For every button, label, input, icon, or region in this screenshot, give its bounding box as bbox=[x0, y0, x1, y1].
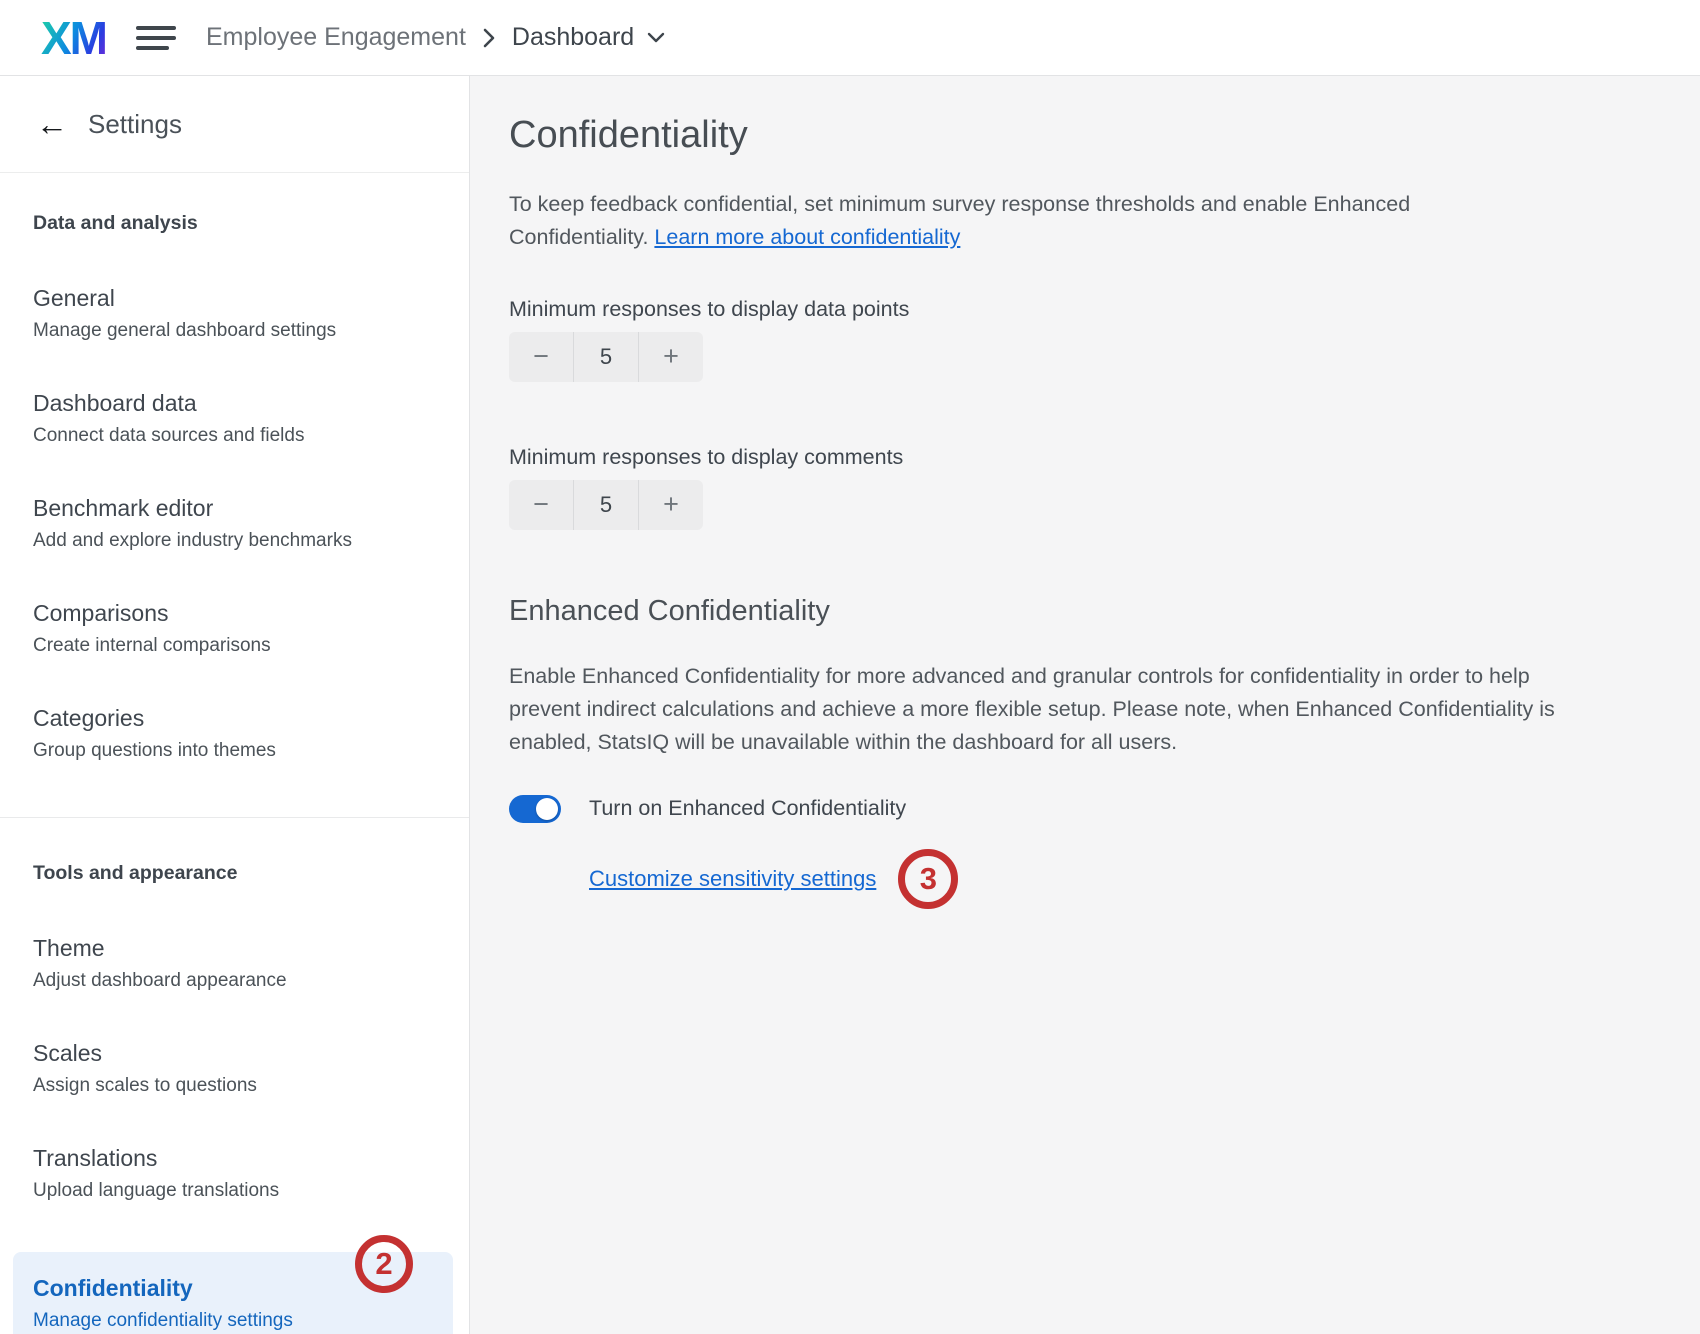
learn-more-link[interactable]: Learn more about confidentiality bbox=[654, 224, 961, 249]
sidebar-body bbox=[0, 173, 469, 1334]
breadcrumb-project[interactable]: Employee Engagement bbox=[206, 23, 466, 51]
sidebar-item-title: Dashboard data bbox=[33, 390, 197, 416]
sidebar-item-title: Confidentiality bbox=[33, 1275, 193, 1301]
sidebar-item-categories[interactable] bbox=[0, 707, 469, 760]
intro-line1: To keep feedback confidential, set minimum survey response thresholds and enable Enhanced bbox=[509, 191, 1411, 216]
sidebar-item-title: Categories bbox=[33, 705, 145, 731]
sidebar-item-subtitle: Create internal comparisons bbox=[33, 635, 271, 656]
enhanced-confidentiality-description: Enable Enhanced Confidentiality for more advanced and granular controls for confidentiality in order to help prevent indirect calculations and achieve a more flexible setup. Please note, when Enhanced Confidentiality is enabled, StatsIQ will be unavailable within the dashboard for all users. bbox=[509, 663, 1555, 754]
section-label-data-analysis: Data and analysis bbox=[33, 212, 198, 234]
sidebar-item-title: Theme bbox=[33, 935, 105, 961]
plus-button[interactable]: + bbox=[639, 480, 703, 530]
minus-button[interactable]: − bbox=[509, 332, 573, 382]
sidebar-divider bbox=[0, 817, 469, 818]
sidebar-item-title: Benchmark editor bbox=[33, 495, 214, 521]
minus-button[interactable]: − bbox=[509, 480, 573, 530]
sidebar-item-subtitle: Upload language translations bbox=[33, 1180, 280, 1201]
min-data-points-label: Minimum responses to display data points bbox=[509, 296, 910, 321]
hamburger-menu-icon[interactable] bbox=[136, 26, 177, 50]
sidebar-item-title: Comparisons bbox=[33, 600, 169, 626]
intro-line2-prefix: Confidentiality. bbox=[509, 224, 655, 249]
sidebar-item-title: General bbox=[33, 285, 115, 311]
min-comments-label: Minimum responses to display comments bbox=[509, 444, 904, 469]
sidebar-item-subtitle: Adjust dashboard appearance bbox=[33, 970, 287, 991]
sidebar-item-subtitle: Assign scales to questions bbox=[33, 1075, 257, 1096]
sidebar-item-title: Translations bbox=[33, 1145, 158, 1171]
annotation-step-3-circle: 3 bbox=[898, 849, 958, 909]
enhanced-confidentiality-title: Enhanced Confidentiality bbox=[509, 594, 830, 627]
settings-title: Settings bbox=[88, 108, 182, 139]
settings-header bbox=[0, 76, 469, 173]
section-label-tools-appearance: Tools and appearance bbox=[33, 862, 238, 884]
min-comments-value[interactable]: 5 bbox=[573, 480, 639, 530]
sensitivity-link-row bbox=[509, 849, 1640, 909]
intro-text bbox=[509, 188, 1640, 254]
annotation-step-2-circle: 2 bbox=[355, 1235, 413, 1293]
xm-logo[interactable]: XM bbox=[41, 11, 106, 64]
sidebar-item-dashboard-data[interactable] bbox=[0, 392, 469, 445]
sidebar-item-theme[interactable] bbox=[0, 937, 469, 990]
top-header bbox=[0, 0, 1700, 76]
enhanced-confidentiality-toggle[interactable] bbox=[509, 795, 561, 823]
customize-sensitivity-link[interactable]: Customize sensitivity settings bbox=[589, 865, 877, 891]
sidebar-item-translations[interactable] bbox=[0, 1147, 469, 1200]
sidebar-item-subtitle: Manage confidentiality settings bbox=[33, 1310, 293, 1331]
sidebar-item-title: Scales bbox=[33, 1040, 103, 1066]
main-content bbox=[470, 76, 1700, 1334]
min-data-points-stepper bbox=[509, 332, 703, 382]
enhanced-toggle-row bbox=[509, 795, 1640, 823]
back-arrow-icon[interactable]: ← bbox=[36, 106, 68, 142]
sidebar-item-general[interactable] bbox=[0, 287, 469, 340]
toggle-label: Turn on Enhanced Confidentiality bbox=[589, 796, 907, 821]
toggle-knob bbox=[536, 798, 558, 820]
sidebar-item-subtitle: Add and explore industry benchmarks bbox=[33, 530, 352, 551]
sidebar-item-scales[interactable] bbox=[0, 1042, 469, 1095]
sidebar-item-subtitle: Group questions into themes bbox=[33, 740, 276, 761]
min-comments-stepper bbox=[509, 480, 703, 530]
chevron-down-icon[interactable] bbox=[646, 31, 666, 44]
chevron-right-icon bbox=[482, 27, 496, 49]
sidebar-item-subtitle: Manage general dashboard settings bbox=[33, 320, 337, 341]
plus-button[interactable]: + bbox=[639, 332, 703, 382]
sidebar-item-benchmark-editor[interactable] bbox=[0, 497, 469, 550]
breadcrumb bbox=[206, 23, 666, 52]
sidebar-item-subtitle: Connect data sources and fields bbox=[33, 425, 305, 446]
sidebar-item-comparisons[interactable] bbox=[0, 602, 469, 655]
page-title: Confidentiality bbox=[509, 114, 748, 156]
settings-sidebar bbox=[0, 76, 470, 1334]
min-data-points-value[interactable]: 5 bbox=[573, 332, 639, 382]
breadcrumb-page[interactable]: Dashboard bbox=[511, 23, 635, 51]
